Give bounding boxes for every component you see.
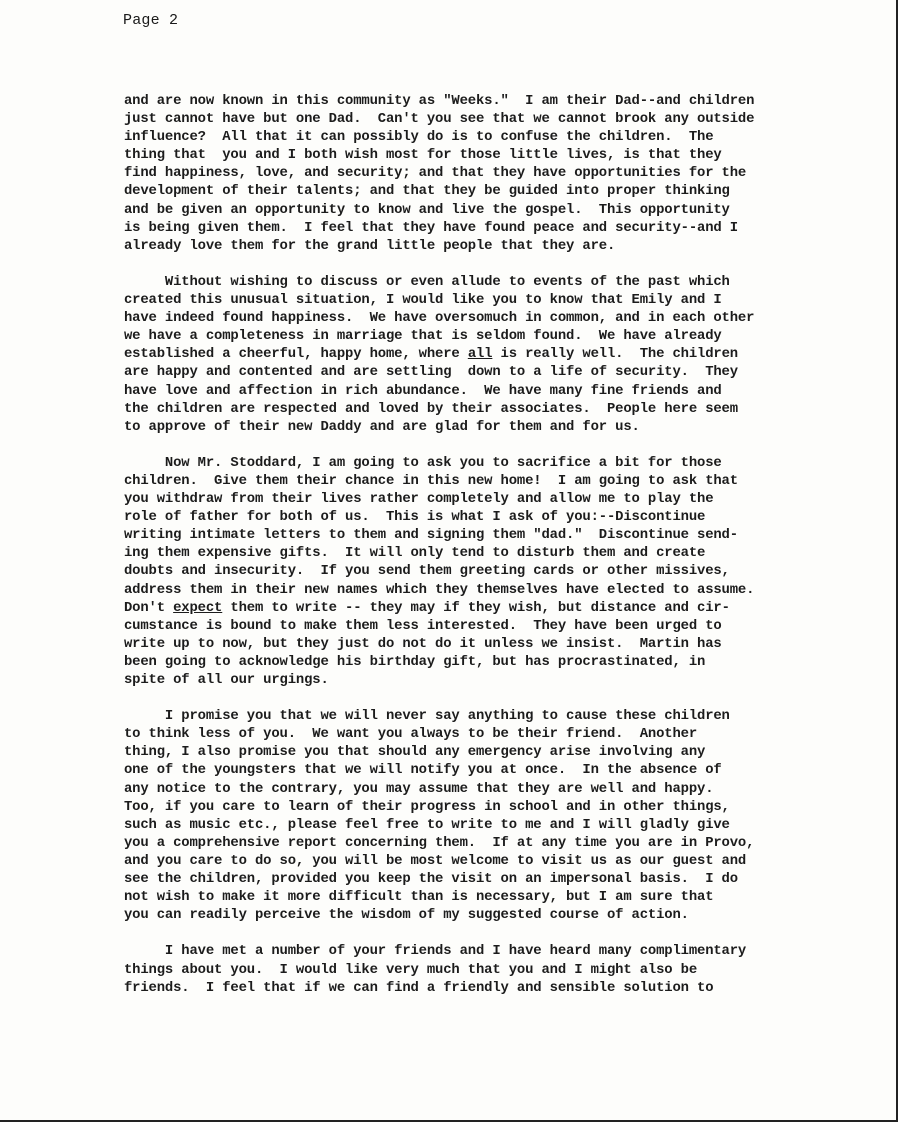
- underlined-word: expect: [173, 599, 223, 616]
- text-line: children. Give them their chance in this new home! I am going to ask that: [124, 472, 738, 489]
- text-line: one of the youngsters that we will notify you at once. In the absence of: [124, 762, 722, 779]
- text-line: find happiness, love, and security; and that they have opportunities for the: [124, 165, 747, 182]
- text-line: just cannot have but one Dad. Can't you see that we cannot brook any outside: [124, 111, 755, 128]
- text-line: established a cheerful, happy home, where all is really well. The children: [124, 346, 738, 363]
- text-line: I have met a number of your friends and I have heard many complimentary: [124, 943, 747, 960]
- text-line: write up to now, but they just do not do it unless we insist. Martin has: [124, 635, 722, 652]
- text-line: have indeed found happiness. We have oversomuch in common, and in each other: [124, 310, 755, 327]
- text-line: we have a completeness in marriage that is seldom found. We have already: [124, 328, 722, 345]
- text-line: Now Mr. Stoddard, I am going to ask you to sacrifice a bit for those: [124, 454, 722, 471]
- text-line: have love and affection in rich abundance. We have many fine friends and: [124, 382, 722, 399]
- text-line: role of father for both of us. This is what I ask of you:--Discontinue: [124, 509, 706, 526]
- text-line: you a comprehensive report concerning them. If at any time you are in Provo,: [124, 834, 755, 851]
- text-line: been going to acknowledge his birthday gift, but has procrastinated, in: [124, 653, 706, 670]
- text-line: writing intimate letters to them and signing them "dad." Discontinue send-: [124, 527, 738, 544]
- text-line: development of their talents; and that they be guided into proper thinking: [124, 183, 730, 200]
- letter-paragraph: [124, 92, 824, 255]
- text-line: spite of all our urgings.: [124, 672, 329, 688]
- text-line: I promise you that we will never say anything to cause these children: [124, 708, 730, 725]
- text-line: you withdraw from their lives rather completely and allow me to play the: [124, 491, 714, 508]
- text-line: and you care to do so, you will be most welcome to visit us as our guest and: [124, 852, 747, 869]
- letter-paragraph: [124, 707, 824, 924]
- letter-paragraph: [124, 942, 824, 996]
- text-line: thing, I also promise you that should any emergency arise involving any: [124, 744, 706, 761]
- text-line: are happy and contented and are settling down to a life of security. They: [124, 364, 738, 381]
- text-line: not wish to make it more difficult than is necessary, but I am sure that: [124, 889, 714, 906]
- text-line: to think less of you. We want you always to be their friend. Another: [124, 726, 698, 743]
- text-line: any notice to the contrary, you may assume that they are well and happy.: [124, 780, 714, 797]
- text-line: Too, if you care to learn of their progress in school and in other things,: [124, 798, 730, 815]
- text-line: see the children, provided you keep the visit on an impersonal basis. I do: [124, 871, 738, 888]
- text-line: already love them for the grand little people that they are.: [124, 237, 616, 254]
- text-line: address them in their new names which they themselves have elected to assume.: [124, 581, 755, 598]
- text-line: things about you. I would like very much that you and I might also be: [124, 961, 698, 978]
- text-line: thing that you and I both wish most for those little lives, is that they: [124, 147, 722, 164]
- letter-body: [124, 92, 824, 1015]
- text-line: to approve of their new Daddy and are glad for them and for us.: [124, 418, 640, 435]
- text-line: and be given an opportunity to know and live the gospel. This opportunity: [124, 201, 730, 218]
- text-line: friends. I feel that if we can find a friendly and sensible solution to: [124, 979, 714, 996]
- letter-paragraph: [124, 273, 824, 436]
- text-line: and are now known in this community as "Weeks." I am their Dad--and children: [124, 93, 755, 109]
- text-line: such as music etc., please feel free to write to me and I will gladly give: [124, 816, 730, 833]
- text-line: created this unusual situation, I would like you to know that Emily and I: [124, 292, 722, 309]
- text-line: ing them expensive gifts. It will only tend to disturb them and create: [124, 545, 706, 562]
- text-line: cumstance is bound to make them less interested. They have been urged to: [124, 617, 722, 634]
- text-line: doubts and insecurity. If you send them greeting cards or other missives,: [124, 563, 730, 580]
- text-line: the children are respected and loved by their associates. People here seem: [124, 400, 738, 417]
- page-number: Page 2: [123, 12, 179, 29]
- text-line: is being given them. I feel that they have found peace and security--and I: [124, 219, 738, 236]
- text-line: influence? All that it can possibly do is to confuse the children. The: [124, 129, 714, 146]
- underlined-word: all: [467, 346, 493, 363]
- letter-paragraph: [124, 454, 824, 689]
- text-line: Without wishing to discuss or even allude to events of the past which: [124, 273, 730, 290]
- text-line: you can readily perceive the wisdom of my suggested course of action.: [124, 907, 689, 924]
- text-line: Don't expect them to write -- they may if they wish, but distance and cir-: [124, 599, 730, 616]
